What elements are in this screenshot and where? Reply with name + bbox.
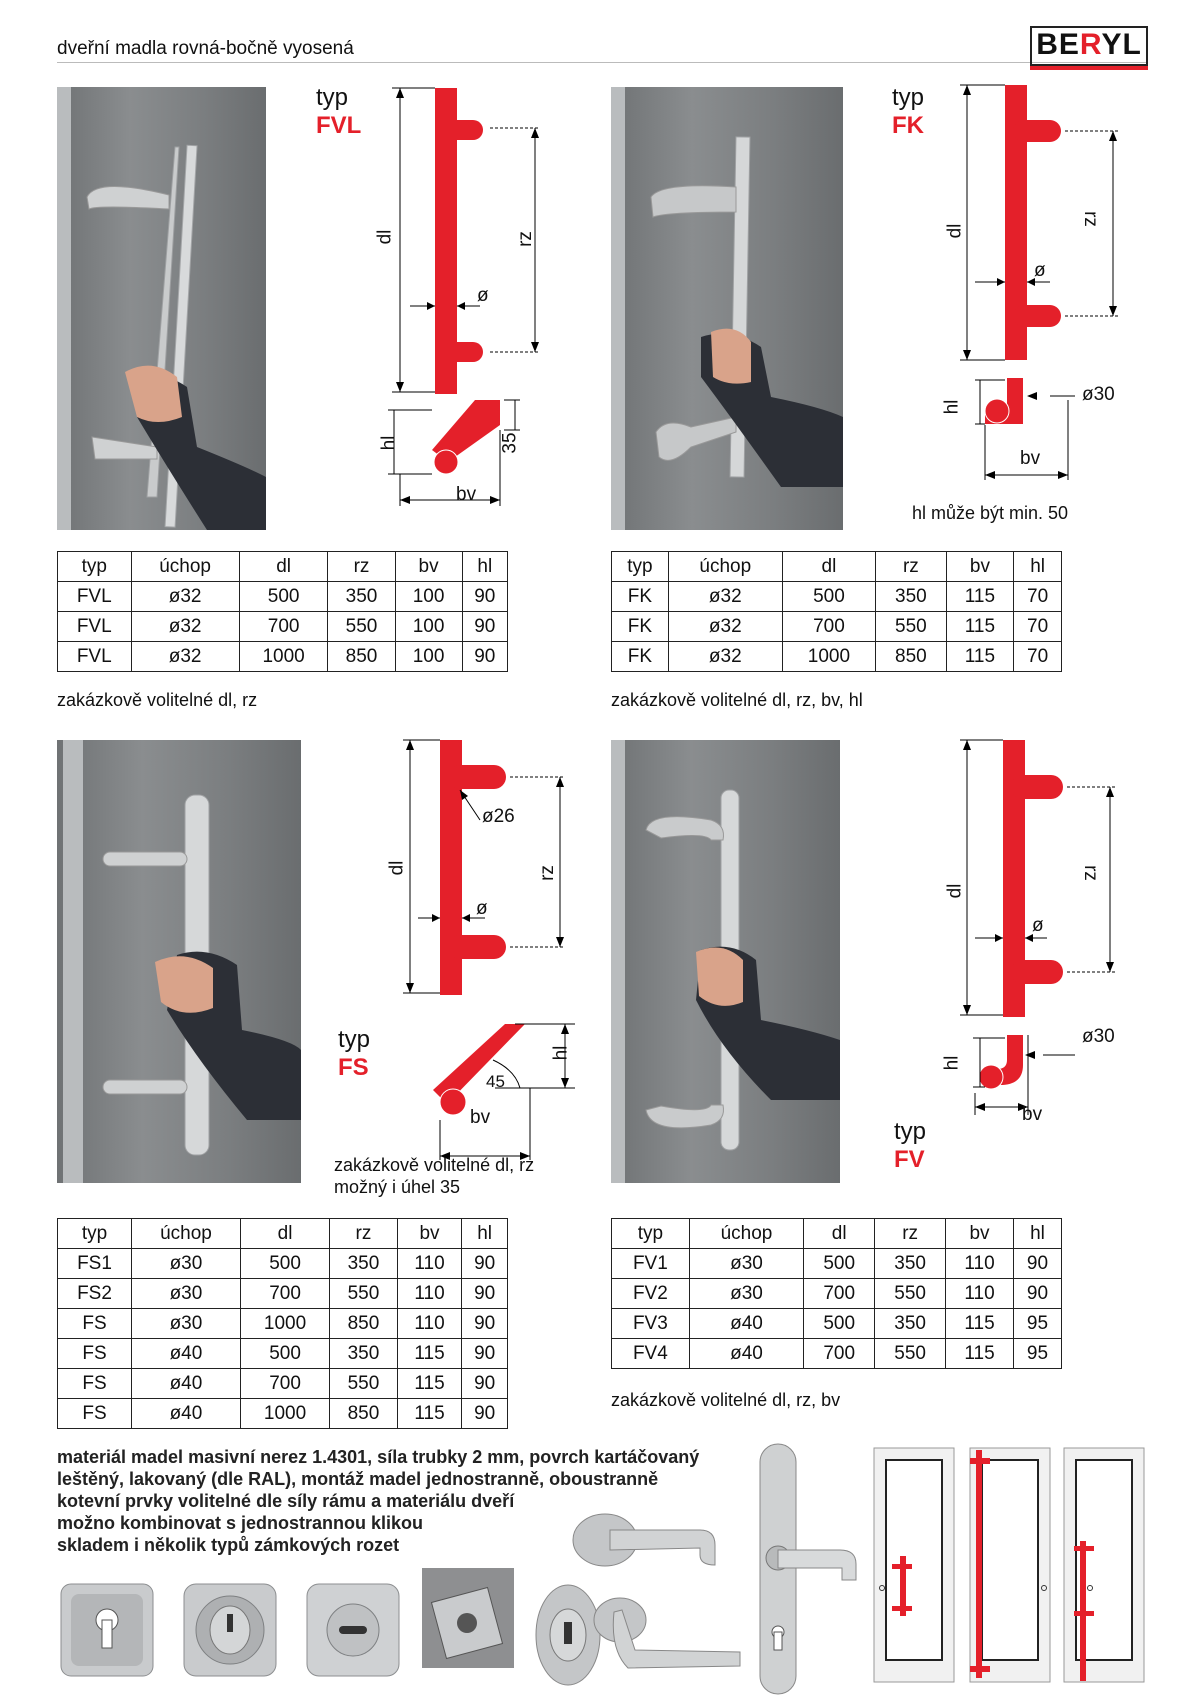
dim-35-fvl: 35 — [499, 432, 521, 454]
dim-45-fs: 45 — [486, 1072, 505, 1091]
beryl-logo: BERYL — [1030, 26, 1148, 66]
typ-code-fvl: FVL — [316, 112, 362, 139]
typ-label-fs: typ — [338, 1026, 371, 1053]
table-row: FK ø32 700 550 115 70 — [612, 612, 1062, 642]
page-title: dveřní madla rovná-bočně vyosená — [57, 38, 354, 59]
table-row: FV2 ø30 700 550 110 90 — [612, 1279, 1062, 1309]
diagram-fv — [955, 735, 1165, 1115]
dim-dia30-fv: ø30 — [1082, 1026, 1115, 1047]
table-header-row: typ úchop dl rz bv hl — [612, 1219, 1062, 1249]
table-row: FVL ø32 500 350 100 90 — [58, 582, 508, 612]
dim-rz-fv: rz — [1079, 865, 1101, 881]
square-rosette-profile-cylinder-icon — [57, 1580, 157, 1680]
dim-hl-fs: hl — [550, 1045, 572, 1061]
table-row: FS ø40 1000 850 115 90 — [58, 1399, 508, 1429]
dim-rz-fk: rz — [1079, 211, 1101, 227]
diagram-fs-angle — [425, 1020, 615, 1160]
dim-dl-fv: dl — [944, 883, 966, 899]
dim-dia-fs: ø — [476, 898, 488, 919]
dim-dl-fk: dl — [944, 223, 966, 239]
table-row: FS1 ø30 500 350 110 90 — [58, 1249, 508, 1279]
note-fs-1: zakázkově volitelné dl, rz — [334, 1155, 535, 1175]
long-plate-lever-handle-icon — [730, 1440, 860, 1700]
photo-fk-handle — [611, 87, 843, 530]
diagram-fk — [955, 80, 1155, 480]
dim-dia30-fk: ø30 — [1082, 384, 1115, 405]
table-row: FK ø32 1000 850 115 70 — [612, 642, 1062, 672]
dim-dia26-fs: ø26 — [482, 806, 515, 827]
photo-fs-handle — [57, 740, 301, 1183]
dim-dia-fk: ø — [1034, 260, 1046, 281]
table-header-row: typ úchop dl rz bv hl — [58, 552, 508, 582]
dim-hl-fvl: hl — [378, 435, 400, 451]
typ-label-fvl: typ — [316, 84, 349, 111]
table-row: FK ø32 500 350 115 70 — [612, 582, 1062, 612]
note-fv: zakázkově volitelné dl, rz, bv — [611, 1390, 841, 1410]
dim-hl-fv: hl — [941, 1055, 963, 1071]
table-row: FS ø40 700 550 115 90 — [58, 1369, 508, 1399]
dim-rz-fs: rz — [536, 865, 558, 881]
typ-label-fk: typ — [892, 84, 925, 111]
photo-fvl-handle — [57, 87, 266, 530]
lever-handle-with-square-rosette-icon — [590, 1590, 750, 1680]
diagram-fs — [400, 735, 600, 995]
typ-code-fs: FS — [338, 1054, 369, 1081]
dim-hl-fk: hl — [941, 399, 963, 415]
dim-rz-fvl: rz — [514, 231, 536, 247]
dim-bv-fvl: bv — [456, 484, 477, 505]
dim-dl-fvl: dl — [374, 229, 396, 245]
dim-bv-fs: bv — [470, 1107, 491, 1128]
table-row: FVL ø32 700 550 100 90 — [58, 612, 508, 642]
table-row: FV1 ø30 500 350 110 90 — [612, 1249, 1062, 1279]
photo-fv-handle — [611, 740, 840, 1183]
dim-bv-fk: bv — [1020, 448, 1041, 469]
door-schematic-short-handle-icon — [872, 1446, 956, 1684]
spec-table-fv — [611, 1218, 1062, 1369]
door-schematic-medium-handle-icon — [1062, 1446, 1146, 1684]
table-header-row: typ úchop dl rz bv hl — [612, 552, 1062, 582]
material-description: materiál madel masivní nerez 1.4301, síla trubky 2 mm, povrch kartáčovaný leštěný, lakovaný (dle RAL), montáž madel jednostranně, oboustranně kotevní prvky volitelné dle síly rámu a materiálu dveří možno kombinovat s jednostrannou klikou skladem i několik typů zámkových rozet — [57, 1447, 700, 1555]
spec-table-fvl — [57, 551, 508, 672]
note-fvl: zakázkově volitelné dl, rz — [57, 690, 258, 710]
rosette-mounted-photo-icon — [422, 1568, 514, 1668]
dim-dia-fv: ø — [1032, 915, 1044, 936]
square-rosette-cylinder-cover-icon — [180, 1580, 280, 1680]
door-schematic-long-handle-icon — [968, 1446, 1052, 1684]
dim-dl-fs: dl — [386, 860, 408, 876]
table-row: FV4 ø40 700 550 115 95 — [612, 1339, 1062, 1369]
table-row: FS ø40 500 350 115 90 — [58, 1339, 508, 1369]
table-row: FS2 ø30 700 550 110 90 — [58, 1279, 508, 1309]
square-rosette-lock-cover-icon — [303, 1580, 403, 1680]
table-header-row: typ úchop dl rz bv hl — [58, 1219, 508, 1249]
typ-code-fk: FK — [892, 112, 924, 139]
table-row: FVL ø32 1000 850 100 90 — [58, 642, 508, 672]
typ-label-fv: typ — [894, 1118, 927, 1145]
dim-dia-fvl: ø — [477, 285, 489, 306]
lever-handle-with-rosette-icon — [560, 1500, 720, 1580]
note-fk: zakázkově volitelné dl, rz, bv, hl — [611, 690, 863, 710]
logo-underline — [1030, 66, 1148, 70]
note-fs-2: možný i úhel 35 — [334, 1177, 461, 1197]
table-row: FS ø30 1000 850 110 90 — [58, 1309, 508, 1339]
header-rule — [57, 62, 1147, 63]
spec-table-fs — [57, 1218, 508, 1429]
spec-table-fk — [611, 551, 1062, 672]
typ-code-fv: FV — [894, 1146, 925, 1173]
note-fk-hl: hl může být min. 50 — [912, 503, 1069, 523]
table-row: FV3 ø40 500 350 115 95 — [612, 1309, 1062, 1339]
dim-bv-fv: bv — [1022, 1104, 1043, 1125]
